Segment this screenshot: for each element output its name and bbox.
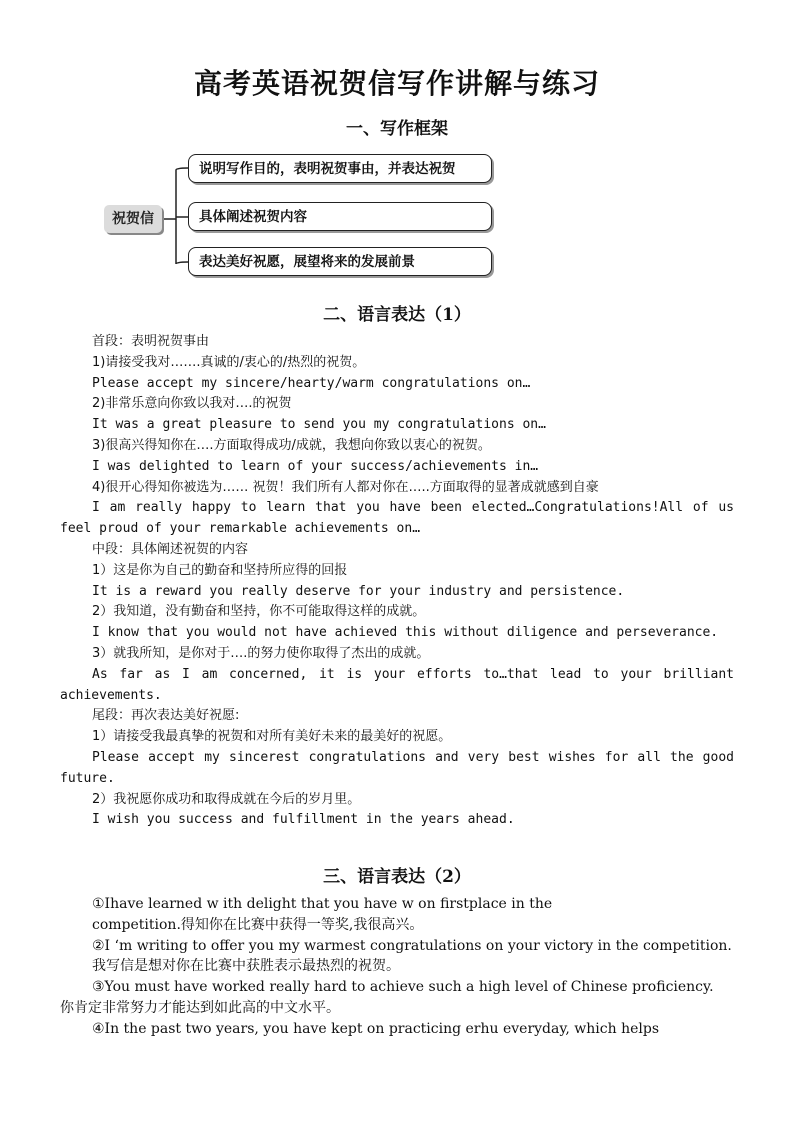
mind-map-node-3: 表达美好祝愿，展望将来的发展前景 — [188, 247, 492, 276]
section3-body — [60, 894, 734, 1040]
paragraph-line: It was a great pleasure to send you my congratulations on… — [92, 417, 546, 433]
section3-heading: 三、语言表达（2） — [323, 867, 471, 887]
paragraph-line: 首段：表明祝贺事由 — [92, 334, 210, 349]
paragraph-line: Please accept my sincere/hearty/warm congratulations on… — [92, 375, 531, 391]
paragraph-line: 3）就我所知，是你对于….的努力使你取得了杰出的成就。 — [92, 645, 430, 661]
paragraph-line: ②I ‘m writing to offer you my warmest congratulations on your victory in the competition. — [92, 937, 732, 954]
section2-body — [60, 332, 734, 831]
paragraph-line: As far as I am concerned, it is your efforts to…that lead to your brilliant achievements. — [60, 666, 734, 703]
paragraph-line: 1）这是你为自己的勤奋和坚持所应得的回报 — [92, 562, 348, 578]
mind-map-node-2: 具体阐述祝贺内容 — [188, 202, 492, 231]
paragraph-line: 尾段：再次表达美好祝愿: — [92, 708, 240, 724]
section2-heading: 二、语言表达（1） — [323, 305, 471, 325]
paragraph-line: 我写信是想对你在比赛中获胜表示最热烈的祝贺。 — [92, 958, 400, 975]
mind-map — [100, 150, 500, 280]
paragraph-line: I am really happy to learn that you have been elected…Congratulations!All of us feel proud of your remarkable achievements on… — [60, 500, 734, 537]
paragraph-line: competition.得知你在比赛中获得一等奖,我很高兴。 — [92, 916, 424, 933]
paragraph-line: Please accept my sincerest congratulations and very best wishes for all the good future. — [60, 749, 734, 786]
paragraph-line: 2）我知道，没有勤奋和坚持，你不可能取得这样的成就。 — [92, 604, 426, 620]
paragraph-line: I wish you success and fulfillment in the years ahead. — [92, 812, 515, 828]
paragraph-line: 你肯定非常努力才能达到如此高的中文水平。 — [60, 999, 340, 1016]
mind-map-node-1: 说明写作目的，表明祝贺事由，并表达祝贺 — [188, 154, 492, 183]
paragraph-line: I was delighted to learn of your success/achievements in… — [92, 458, 539, 474]
paragraph-line: It is a reward you really deserve for your industry and persistence. — [92, 583, 625, 599]
paragraph-line: 2）我祝愿你成功和取得成就在今后的岁月里。 — [92, 791, 361, 807]
paragraph-line: 2)非常乐意向你致以我对….的祝贺 — [92, 396, 292, 412]
paragraph-line: ③You must have worked really hard to achieve such a high level of Chinese proficiency. — [92, 979, 714, 996]
section1-heading: 一、写作框架 — [346, 119, 448, 139]
paragraph-line: 3)很高兴得知你在….方面取得成功/成就，我想向你致以衷心的祝贺。 — [92, 437, 491, 453]
paragraph-line: ①Ihave learned w ith delight that you have w on firstplace in the — [92, 896, 553, 912]
paragraph-line: 4)很开心得知你被选为…… 祝贺！我们所有人都对你在…..方面取得的显著成就感到自豪 — [92, 479, 599, 495]
paragraph-line: 中段：具体阐述祝贺的内容 — [92, 541, 249, 557]
page-title: 高考英语祝贺信写作讲解与练习 — [193, 67, 600, 100]
paragraph-line: 1）请接受我最真挚的祝贺和对所有美好未来的最美好的祝愿。 — [92, 729, 452, 745]
mind-map-root: 祝贺信 — [104, 205, 162, 233]
paragraph-line: 1)请接受我对…….真诚的/衷心的/热烈的祝贺。 — [92, 354, 366, 370]
paragraph-line: ④In the past two years, you have kept on practicing erhu everyday, which helps — [92, 1020, 660, 1037]
paragraph-line: I know that you would not have achieved this without diligence and perseverance. — [92, 625, 719, 641]
